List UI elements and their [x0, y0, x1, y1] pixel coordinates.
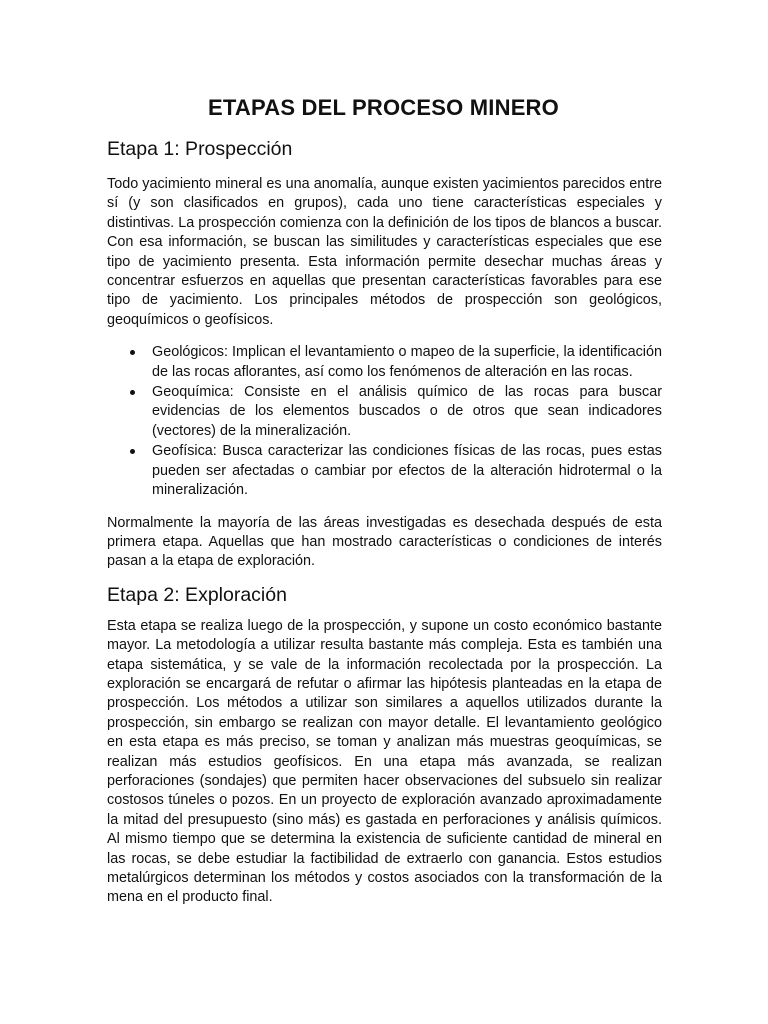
- list-item: [107, 442, 662, 500]
- list-item-text: Geológicos: Implican el levantamiento o mapeo de la superficie, la identificación de las rocas aflorantes, así como los fenómenos de alteración en las rocas.: [152, 344, 662, 380]
- list-item: [107, 343, 662, 382]
- document-title: ETAPAS DEL PROCESO MINERO: [208, 95, 559, 120]
- bullet-icon: [130, 390, 135, 395]
- bullet-icon: [130, 350, 135, 355]
- section-heading-prospeccion: Etapa 1: Prospección: [107, 138, 293, 160]
- bullet-icon: [130, 449, 135, 454]
- prospeccion-intro-paragraph: Todo yacimiento mineral es una anomalía, aunque existen yacimientos parecidos entre sí (y son clasificados en grupos), cada uno tiene características especiales y distintivas. La prospección comienza con la definición de los tipos de blancos a buscar. Con esa información, se buscan las similitudes y características especiales que ese tipo de yacimiento presenta. Esta información permite desechar muchas áreas y concentrar esfuerzos en aquellas que presentan características favorables para ese tipo de yacimiento. Los principales métodos de prospección son geológicos, geoquímicos o geofísicos.: [107, 176, 662, 328]
- document-page: [107, 0, 662, 908]
- list-item-text: Geofísica: Busca caracterizar las condiciones físicas de las rocas, pues estas pueden ser afectadas o cambiar por efectos de la alteración hidrotermal o la mineralización.: [152, 443, 662, 499]
- list-item: [107, 383, 662, 441]
- exploracion-body-paragraph: Esta etapa se realiza luego de la prospección, y supone un costo económico bastante mayor. La metodología a utilizar resulta bastante más compleja. Esta es también una etapa sistemática, y se vale de la información recolectada por la prospección. La exploración se encargará de refutar o afirmar las hipótesis planteadas en la etapa de prospección. Los métodos a utilizar son similares a aquellos utilizados durante la prospección, sin embargo se realizan con mayor detalle. El levantamiento geológico en esta etapa es más preciso, se toman y analizan más muestras geoquímicas, se realizan más estudios geofísicos. En una etapa más avanzada, se realizan perforaciones (sondajes) que permiten hacer observaciones del subsuelo sin realizar costosos túneles o pozos. En un proyecto de exploración avanzado aproximadamente la mitad del presupuesto (sino más) es gastada en perforaciones y análisis químicos. Al mismo tiempo que se determina la existencia de suficiente cantidad de mineral en las rocas, se debe estudiar la factibilidad de extraerlo con ganancia. Estos estudios metalúrgicos determinan los métodos y costos asociados con la transformación de la mena en el producto final.: [107, 617, 662, 906]
- section-heading-exploracion: Etapa 2: Exploración: [107, 583, 287, 606]
- prospeccion-closing-paragraph: Normalmente la mayoría de las áreas investigadas es desechada después de esta primera etapa. Aquellas que han mostrado características o condiciones de interés pasan a la etapa de exploración.: [107, 514, 662, 570]
- list-item-text: Geoquímica: Consiste en el análisis químico de las rocas para buscar evidencias de los elementos buscados o de otros que sean indicadores (vectores) de la mineralización.: [152, 384, 662, 439]
- prospeccion-methods-list: [107, 343, 662, 500]
